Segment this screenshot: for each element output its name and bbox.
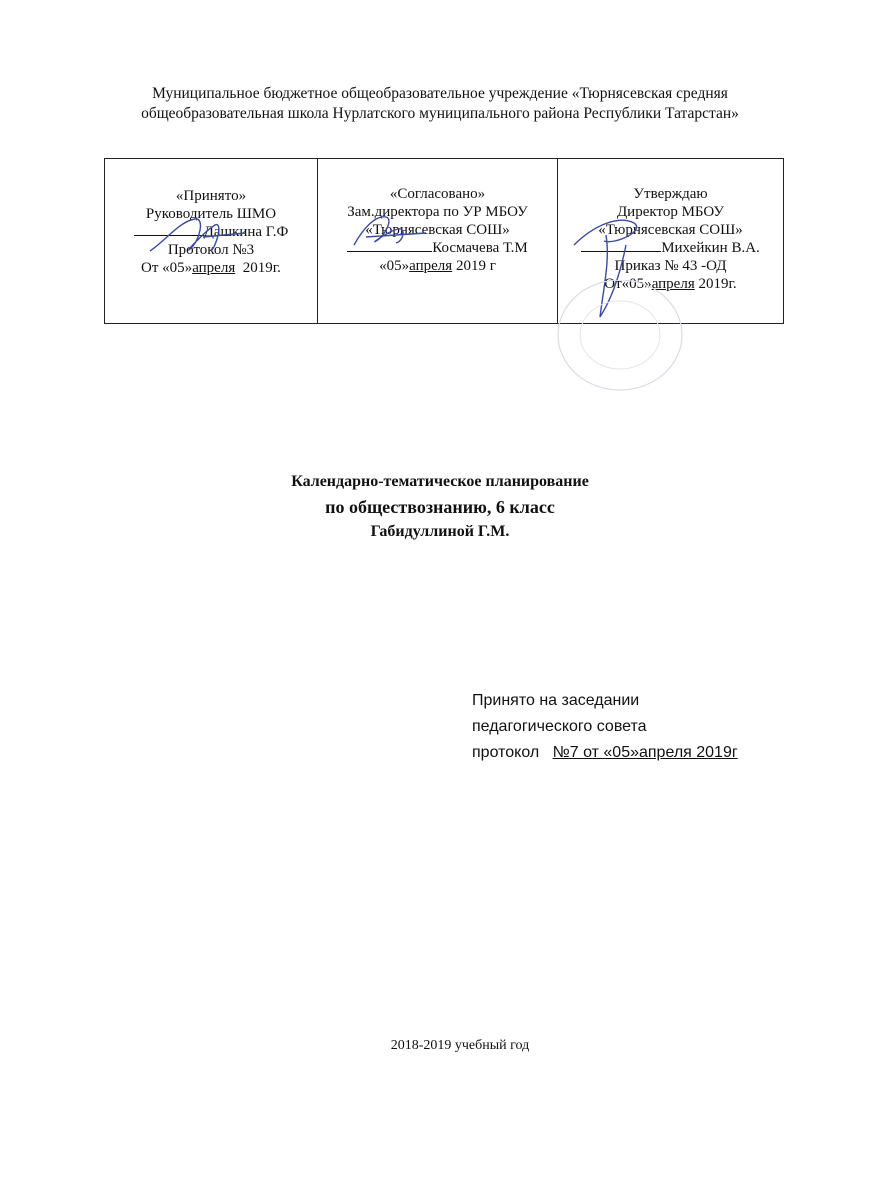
council-line-2: педагогического совета	[472, 718, 647, 735]
accepted-signature-line	[105, 223, 317, 241]
approved-role: Директор МБОУ	[616, 204, 725, 220]
council-line-1: Принято на заседании	[472, 692, 640, 709]
approved-title: Утверждаю	[633, 186, 708, 202]
approved-date: От«05»апреля 2019г.	[604, 276, 737, 292]
approved-name: Михейкин В.А.	[661, 240, 760, 256]
approved-order: Приказ № 43 -ОД	[614, 258, 727, 274]
agreed-name: Космачева Т.М	[432, 240, 528, 256]
agreed-school: «Тюрнясевская СОШ»	[365, 222, 510, 238]
agreed-title: «Согласовано»	[389, 186, 486, 202]
institution-header	[60, 84, 820, 124]
institution-line-1: Муниципальное бюджетное общеобразовательное учреждение «Тюрнясевская средняя	[152, 85, 728, 102]
approval-table	[104, 158, 784, 324]
approved-school: «Тюрнясевская СОШ»	[598, 222, 743, 238]
council-protocol-value: №7 от «05»апреля 2019г	[552, 744, 738, 761]
council-block	[472, 688, 738, 766]
accepted-title: «Принято»	[175, 188, 247, 204]
title-line-3: Габидуллиной Г.М.	[370, 523, 510, 540]
document-title	[160, 470, 720, 544]
approved-cell	[557, 159, 783, 323]
agreed-date: «05»апреля 2019 г	[379, 258, 496, 274]
accepted-role: Руководитель ШМО	[145, 206, 277, 222]
title-line-1: Календарно-тематическое планирование	[291, 473, 589, 490]
accepted-cell	[105, 159, 317, 323]
council-protocol: протокол №7 от «05»апреля 2019г	[472, 744, 738, 761]
accepted-name: Дашкина Г.Ф	[203, 224, 289, 240]
accepted-protocol: Протокол №3	[167, 242, 255, 258]
academic-year: 2018-2019 учебный год	[390, 1038, 530, 1053]
accepted-date: От «05»апреля 2019г.	[141, 260, 281, 276]
institution-line-2: общеобразовательная школа Нурлатского муниципального района Республики Татарстан»	[141, 105, 739, 122]
agreed-role: Зам.директора по УР МБОУ	[347, 204, 528, 220]
title-line-2: по обществознанию, 6 класс	[325, 497, 555, 517]
agreed-cell	[317, 159, 557, 323]
agreed-signature-line	[318, 239, 557, 257]
approved-signature-line	[558, 239, 783, 257]
